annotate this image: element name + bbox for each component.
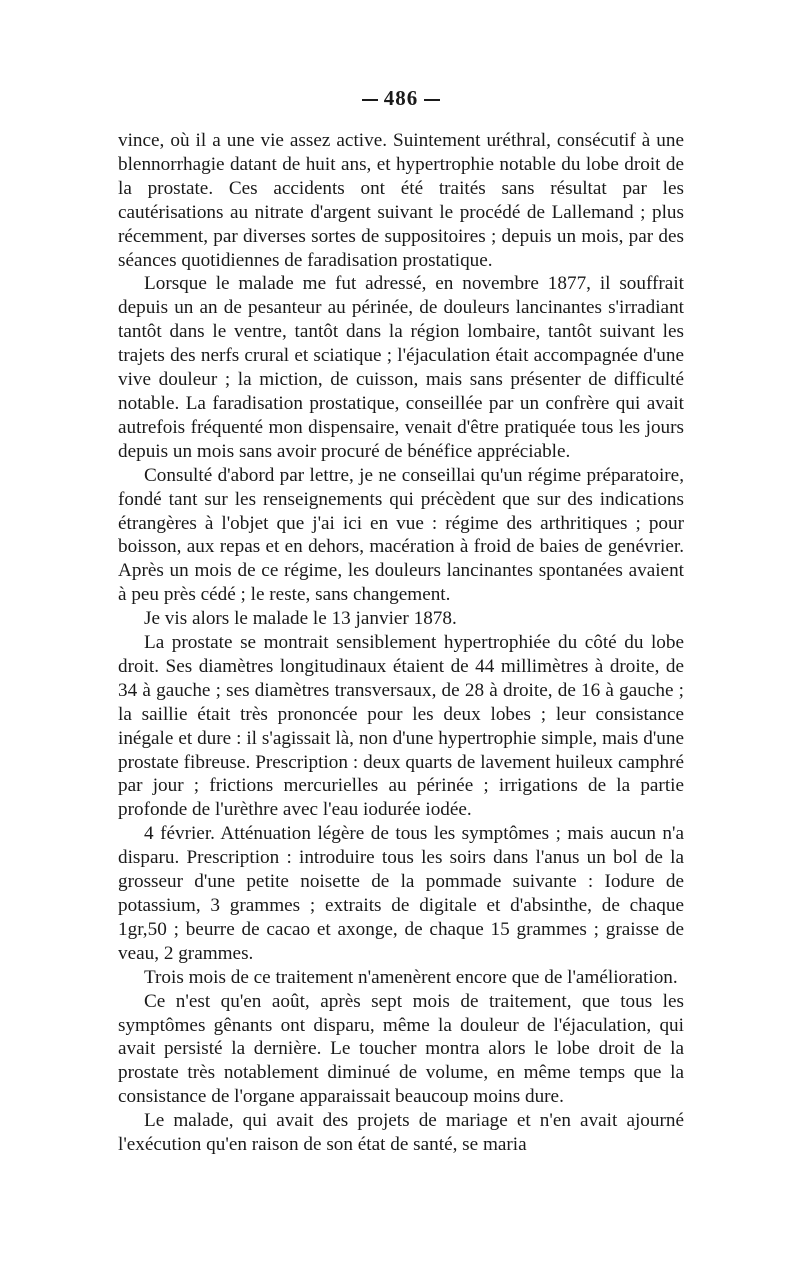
paragraph-8: Ce n'est qu'en août, après sept mois de traitement, que tous les symptômes gênants ont disparu, même la douleur de l'éjaculation, qui avait persisté la dernière. Le toucher montra alors le lobe droit de la prostate très notablement diminué de volume, en même temps que la consistance de l'organe apparaissait beaucoup moins dure.	[118, 990, 684, 1108]
page-number-dash-right	[424, 99, 440, 101]
book-page	[118, 86, 684, 1157]
body-text	[118, 129, 684, 1157]
paragraph-2: Lorsque le malade me fut adressé, en novembre 1877, il souffrait depuis un an de pesanteur au périnée, de douleurs lancinantes s'irradiant tantôt dans le ventre, tantôt dans la région lombaire, tantôt suivant les trajets des nerfs crural et sciatique ; l'éjaculation était accompagnée d'une vive douleur ; la miction, de cuisson, mais sans présenter de difficulté notable. La faradisation prostatique, conseillée par un confrère qui avait autrefois fréquenté mon dispensaire, venait d'être pratiquée tous les jours depuis un mois sans avoir procuré de bénéfice appréciable.	[118, 273, 684, 462]
page-number-dash-left	[362, 99, 378, 101]
paragraph-4: Je vis alors le malade le 13 janvier 1878.	[144, 608, 457, 630]
paragraph-5: La prostate se montrait sensiblement hypertrophiée du côté du lobe droit. Ses diamètres longitudinaux étaient de 44 millimètres à droite, de 34 à gauche ; ses diamètres transversaux, de 28 à droite, de 16 à gauche ; la saillie était très prononcée pour les deux lobes ; leur consistance inégale et dure : il s'agissait là, non d'une hypertrophie simple, mais d'une prostate fibreuse. Prescription : deux quarts de lavement huileux camphré par jour ; frictions mercurielles au périnée ; irrigations de la partie profonde de l'urèthre avec l'eau iodurée iodée.	[118, 632, 684, 821]
paragraph-6: 4 février. Atténuation légère de tous les symptômes ; mais aucun n'a disparu. Prescription : introduire tous les soirs dans l'anus un bol de la grosseur d'une petite noisette de la pommade suivante : Iodure de potassium, 3 grammes ; extraits de digitale et d'absinthe, de chaque 1gr,50 ; beurre de cacao et axonge, de chaque 15 grammes ; graisse de veau, 2 grammes.	[118, 823, 684, 964]
paragraph-1: vince, où il a une vie assez active. Suintement uréthral, consécutif à une blennorrhagie datant de huit ans, et hypertrophie notable du lobe droit de la prostate. Ces accidents ont été traités sans résultat par les cautérisations au nitrate d'argent suivant le procédé de Lallemand ; plus récemment, par diverses sortes de suppositoires ; depuis un mois, par des séances quotidiennes de faradisation prostatique.	[118, 130, 684, 271]
paragraph-3: Consulté d'abord par lettre, je ne conseillai qu'un régime préparatoire, fondé tant sur les renseignements qui précèdent que sur des indications étrangères à l'objet que j'ai ici en vue : régime des arthritiques ; pour boisson, aux repas et en dehors, macération à froid de baies de genévrier. Après un mois de ce régime, les douleurs lancinantes spontanées avaient à peu près cédé ; le reste, sans changement.	[118, 464, 684, 606]
page-number	[118, 86, 684, 111]
page-number-text: 486	[383, 86, 419, 110]
paragraph-9: Le malade, qui avait des projets de mariage et n'en avait ajourné l'exécution qu'en raison de son état de santé, se maria	[118, 1110, 684, 1156]
paragraph-7: Trois mois de ce traitement n'amenèrent encore que de l'amélioration.	[144, 966, 678, 988]
